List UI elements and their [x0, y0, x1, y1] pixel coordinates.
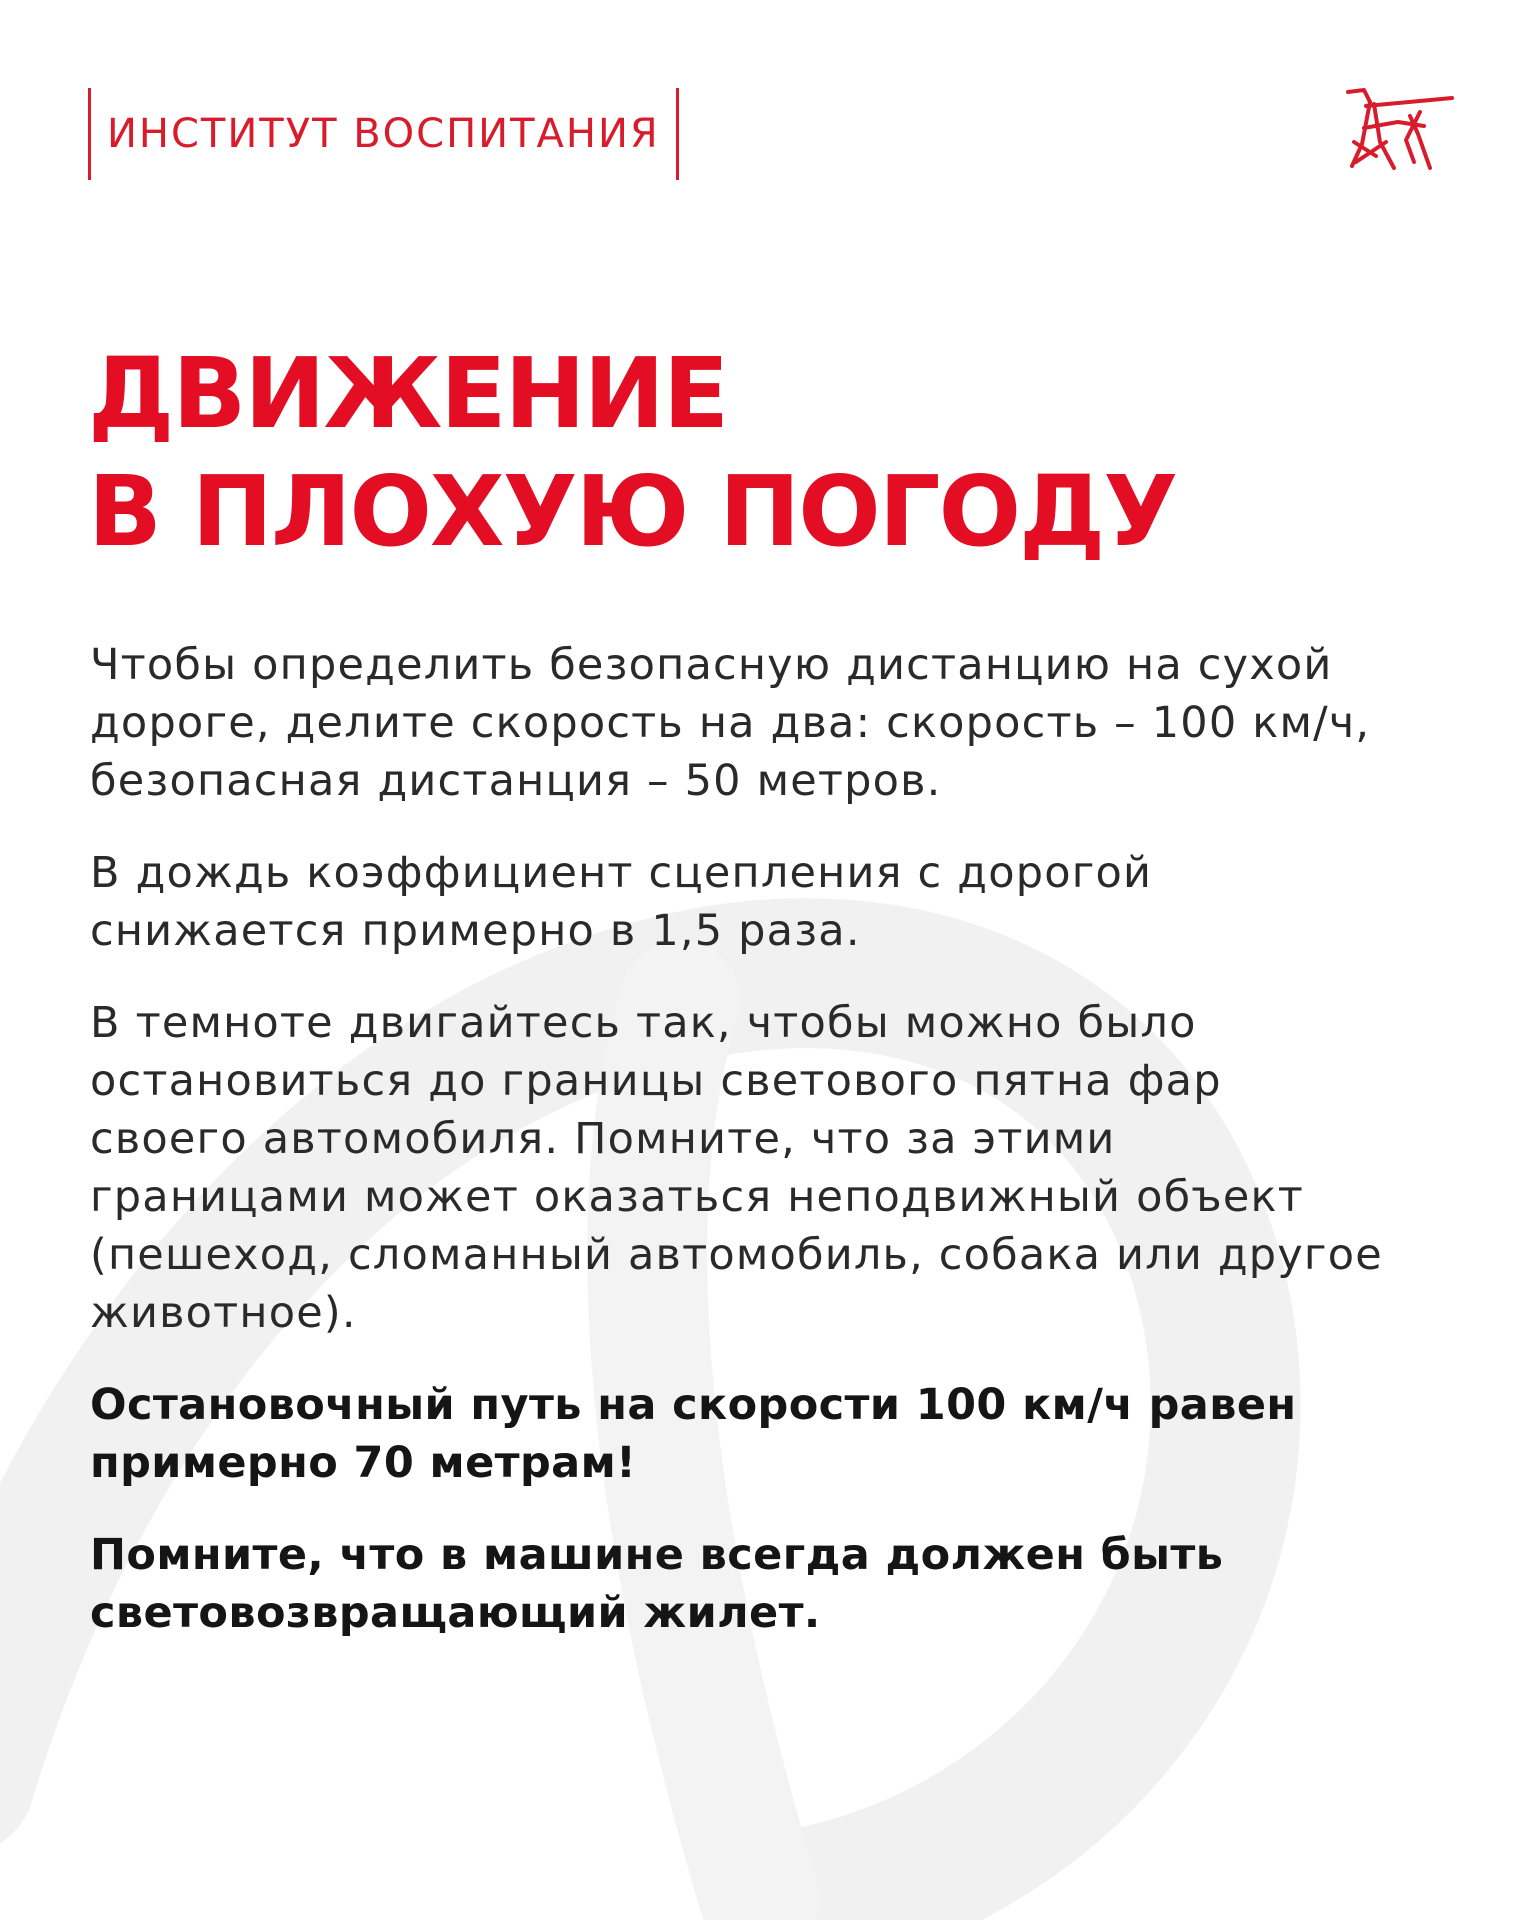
page-title — [88, 335, 1176, 571]
text-line: остановиться до границы светового пятна фар — [90, 1056, 1222, 1106]
text-line: снижается примерно в 1,5 раза. — [90, 906, 861, 956]
text-line: своего автомобиля. Помните, что за этими — [90, 1114, 1116, 1164]
text-line: световозвращающий жилет. — [90, 1588, 821, 1638]
text-line: В темноте двигайтесь так, чтобы можно было — [90, 998, 1197, 1048]
article-body — [90, 636, 1470, 1676]
title-line: В ПЛОХУЮ ПОГОДУ — [88, 455, 1177, 568]
text-line: границами может оказаться неподвижный объект — [90, 1172, 1304, 1222]
text-line: (пешеход, сломанный автомобиль, собака или другое — [90, 1230, 1383, 1280]
text-line: Остановочный путь на скорости 100 км/ч равен — [90, 1380, 1297, 1430]
text-line: Помните, что в машине всегда должен быть — [90, 1530, 1224, 1580]
text-line: Чтобы определить безопасную дистанцию на сухой — [90, 640, 1333, 690]
paragraph-reflective-vest — [90, 1526, 1470, 1642]
text-line: животное). — [90, 1288, 357, 1338]
brand-header — [88, 88, 679, 180]
text-line: В дождь коэффициент сцепления с дорогой — [90, 848, 1153, 898]
paragraph-rain — [90, 844, 1470, 960]
text-line: примерно 70 метрам! — [90, 1438, 637, 1488]
organization-name: ИНСТИТУТ ВОСПИТАНИЯ — [107, 111, 660, 157]
horse-icon — [1340, 82, 1460, 182]
paragraph-darkness — [90, 994, 1470, 1342]
text-line: дороге, делите скорость на два: скорость – 100 км/ч, — [90, 698, 1371, 748]
text-line: безопасная дистанция – 50 метров. — [90, 756, 942, 806]
paragraph-safe-distance — [90, 636, 1470, 810]
paragraph-stopping-distance — [90, 1376, 1470, 1492]
title-line: ДВИЖЕНИЕ — [88, 337, 728, 450]
